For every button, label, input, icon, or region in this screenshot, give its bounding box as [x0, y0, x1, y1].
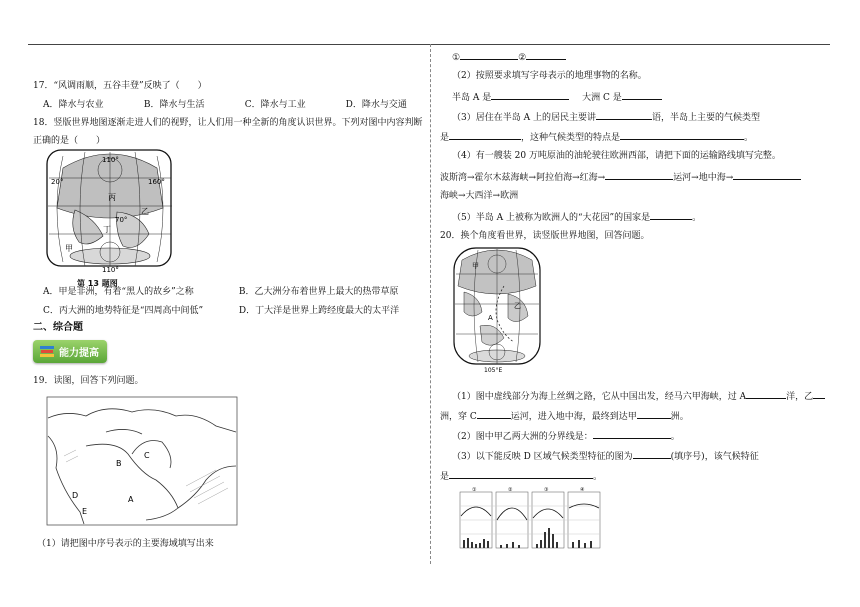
q18-map-label-110-bottom: 110° — [102, 266, 119, 274]
q20-stem: 20．换个角度看世界，读竖版世界地图，回答问题。 — [440, 231, 650, 241]
q20-sub3-c-text: 是 — [440, 472, 450, 482]
q19-route-b: 运河→地中海→ — [673, 173, 734, 183]
q19-sub5-end: 。 — [692, 213, 702, 223]
q18-map-label-110-top: 110° — [102, 156, 119, 164]
q20-chart-label-2: ② — [508, 487, 513, 493]
q19-blank-peninsula-a[interactable] — [491, 90, 569, 100]
q20-vertical-world-map — [452, 246, 542, 374]
q19-blank-canal[interactable] — [605, 170, 673, 180]
q20-map-label-105e: 105°E — [484, 367, 503, 374]
q20-sub1-line2 — [440, 409, 689, 423]
q19-map-label-d: D — [72, 491, 79, 500]
q17-stem: 17．“风调雨顺，五谷丰登”反映了（ ） — [33, 81, 207, 91]
q20-map-label-yi: 乙 — [514, 302, 521, 310]
q18-map-label-yi: 乙 — [141, 207, 149, 216]
ability-badge-label: 能力提高 — [59, 348, 99, 359]
q19-sub3-end: 。 — [744, 133, 754, 143]
q20-chart-label-3: ③ — [544, 487, 549, 493]
section-title: 二、综合题 — [33, 322, 83, 333]
q19-blank-garden-country[interactable] — [650, 210, 692, 220]
q18-option-a[interactable]: A．甲是非洲，有着“黑人的故乡”之称 — [43, 287, 194, 297]
q19-route-line1 — [440, 170, 801, 184]
q19-stem: 19．读图，回答下列问题。 — [33, 376, 144, 386]
q20-sub1-d-text: 运河，进入地中海，最终到达甲 — [510, 412, 637, 422]
q20-blank-ocean-a[interactable] — [746, 389, 786, 399]
q19-blank-continent-c[interactable] — [622, 90, 662, 100]
q19-sub2: （2）按照要求填写字母表示的地理事物的名称。 — [452, 71, 647, 81]
q18-options-row1 — [43, 286, 399, 298]
q19-blank-2[interactable] — [526, 50, 566, 60]
q17-options — [43, 99, 407, 111]
q18-stem-line2: 正确的是（ ） — [33, 136, 106, 146]
q17-option-b[interactable]: B．降水与生活 — [143, 100, 205, 110]
q20-sub2-text: （2）图中甲乙两大洲的分界线是： — [452, 432, 593, 442]
q20-blank-chart-number[interactable] — [633, 449, 671, 459]
q20-map-label-a: A — [488, 314, 493, 322]
q18-option-d[interactable]: D．丁大洋是世界上跨经度最大的太平洋 — [238, 306, 400, 316]
q20-blank-continent-yi[interactable] — [813, 389, 825, 399]
q20-blank-canal-c[interactable] — [477, 409, 511, 419]
q20-sub1-line1 — [452, 389, 825, 403]
q19-map-label-c: C — [144, 451, 150, 460]
q20-sub1-a-text: （1）图中虚线部分为海上丝绸之路，它从中国出发，经马六甲海峡，过 A — [452, 392, 747, 402]
q19-sub2-c-text: 大洲 C 是 — [582, 93, 622, 103]
q19-fill-2-label: ② — [518, 53, 527, 63]
q19-blank-climate-feature[interactable] — [620, 130, 744, 140]
q19-sub1: （1）请把图中序号表示的主要海域填写出来 — [37, 539, 214, 549]
q19-sub5 — [452, 210, 701, 224]
q19-sub2-a-text: 半岛 A 是 — [452, 93, 492, 103]
q19-sub3-d-text: ，这种气候类型的特点是 — [521, 133, 621, 143]
q20-sub2-line — [452, 429, 680, 443]
q19-blank-strait[interactable] — [733, 170, 801, 180]
q19-blank-1[interactable] — [460, 50, 518, 60]
q18-map-label-160: 160° — [148, 178, 165, 186]
q18-world-map-figure — [45, 148, 175, 289]
q20-sub1-b-text: 洋，乙 — [786, 392, 814, 402]
q19-map-label-b: B — [116, 459, 122, 468]
q18-map-label-jia: 甲 — [65, 244, 73, 253]
q19-blank-climate-type[interactable] — [449, 130, 521, 140]
header-rule — [28, 44, 830, 45]
q20-chart-label-1: ① — [472, 487, 477, 493]
q20-map-label-jia: 甲 — [472, 262, 479, 270]
q18-stem-line1: 18．竖版世界地图逐渐走进人们的视野，让人们用一种全新的角度认识世界。下列对图中内容判断 — [33, 118, 423, 128]
q19-sub3-b-text: 语，半岛上主要的气候类型 — [651, 113, 760, 123]
q20-sub2-end: 。 — [670, 432, 680, 442]
q20-sub1-e-text: 洲。 — [670, 412, 689, 422]
q19-sub3-c-text: 是 — [440, 133, 450, 143]
column-divider — [430, 44, 431, 564]
q18-world-map — [45, 148, 175, 276]
q19-fill-1-label: ① — [452, 53, 461, 63]
q19-sub3-line2 — [440, 130, 753, 144]
q20-sub3-line1 — [452, 449, 759, 463]
q17-option-c[interactable]: C．降水与工业 — [244, 100, 306, 110]
q20-climate-charts — [452, 486, 610, 552]
q18-map-label-70: 70° — [115, 216, 128, 224]
q19-sub4: （4）有一艘装 20 万吨原油的油轮驶往欧洲西部，请把下面的运输路线填写完整。 — [452, 151, 781, 161]
q17-option-d[interactable]: D．降水与交通 — [345, 100, 407, 110]
q19-route-c: 海峡→大西洋→欧洲 — [440, 191, 519, 201]
q19-sub5-text: （5）半岛 A 上被称为欧洲人的“大花园”的国家是 — [452, 213, 651, 223]
q20-sub3-line2 — [440, 469, 602, 483]
q19-middle-east-map-figure — [46, 396, 238, 529]
q17-option-a[interactable]: A．降水与农业 — [43, 100, 104, 110]
q20-sub3-b-text: (填序号)，该气候特征 — [670, 452, 759, 462]
q18-option-b[interactable]: B．乙大洲分布着世界上最大的热带草原 — [238, 287, 399, 297]
q19-middle-east-map — [46, 396, 238, 526]
q20-blank-climate-feature[interactable] — [449, 469, 593, 479]
books-icon — [39, 345, 55, 358]
q20-blank-continent-jia[interactable] — [637, 409, 671, 419]
ability-badge — [33, 340, 107, 363]
q18-figure-caption: 第 13 题图 — [77, 279, 118, 288]
q20-sub1-c-text: 洲，穿 C — [440, 412, 477, 422]
q19-sub3-line1 — [452, 110, 760, 124]
q19-fill-line — [452, 50, 566, 64]
q19-map-label-a: A — [128, 495, 134, 504]
q19-blank-language[interactable] — [596, 110, 652, 120]
q20-sub3-end: 。 — [593, 472, 603, 482]
q18-option-c[interactable]: C．丙大洲的地势特征是“四周高中间低” — [43, 306, 204, 316]
q18-map-label-bing: 丙 — [108, 193, 116, 202]
q20-blank-boundary[interactable] — [593, 429, 671, 439]
q20-sub3-a-text: （3）以下能反映 D 区域气候类型特征的图为 — [452, 452, 633, 462]
q19-map-label-e: E — [82, 507, 88, 516]
q20-vertical-world-map-figure — [452, 246, 542, 377]
q19-sub3-a-text: （3）居住在半岛 A 上的居民主要讲 — [452, 113, 596, 123]
q20-climate-charts-figure — [452, 486, 610, 555]
q19-route-a: 波斯湾→霍尔木兹海峡→阿拉伯海→红海→ — [440, 173, 606, 183]
q18-map-label-20: 20° — [51, 178, 64, 186]
q18-options-row2 — [43, 305, 399, 317]
q18-map-label-ding: 丁 — [103, 225, 111, 234]
q20-chart-label-4: ④ — [580, 487, 585, 493]
q19-sub2-answers — [452, 90, 662, 104]
